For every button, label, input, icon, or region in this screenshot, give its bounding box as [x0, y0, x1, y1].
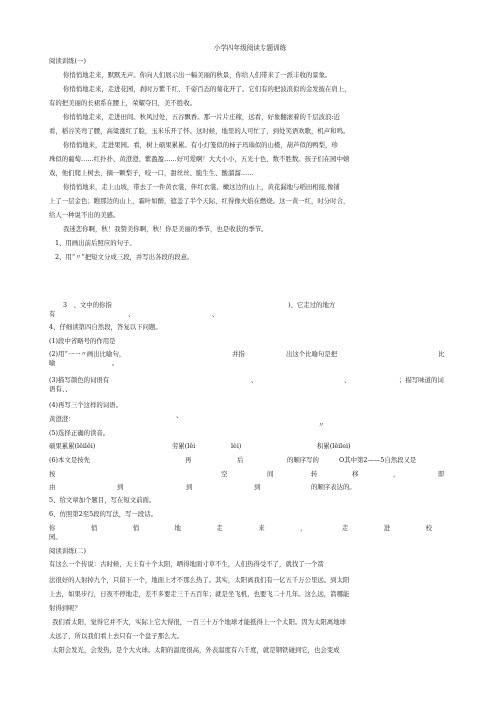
q6-row2-6: ， — [393, 470, 400, 478]
section2-line-3: 上去，如果步行，日夜不停地走，差不多要走三千五百年；就是坐飞机，也要飞二十几年。这么远，箭哪能 — [49, 590, 350, 598]
q6-row3-3: 到 — [186, 483, 193, 491]
question-3-sep-2: 、 — [212, 310, 219, 318]
section1-heading: 阅读训练(一) — [49, 57, 86, 65]
question-4-2-dot: 。 — [112, 359, 119, 367]
question-4-6-c: 后 — [237, 456, 244, 464]
q8-char-3: 悄 — [132, 524, 140, 532]
question-4-2-b: 并指 — [232, 350, 245, 358]
question-4-5: (5)选择正确的读音。 — [49, 429, 110, 437]
pinyin-2b: lèi) — [231, 442, 242, 450]
q8-row — [49, 524, 432, 533]
pinyin-3: 积累(lěilei) — [317, 442, 351, 450]
question-4-3-cont: 语有、、 — [49, 385, 72, 393]
q8-char-9: 进 — [383, 524, 391, 532]
section2-line-4: 射得到呢？ — [49, 604, 81, 612]
paragraph-5-line-2: 上了一层金色；瞧那边的山上，霜叶如醉，遮盖了半个天际，红得像火焰在燃烧。这一黄一红，时分时合， — [49, 197, 350, 205]
section2-heading: 阅读训练(二) — [49, 547, 86, 555]
question-4-3-a: (3)描写颜色的词语有 — [49, 376, 110, 384]
q6-row2-7: 即 — [438, 470, 445, 478]
q8-char-1: 你 — [49, 524, 56, 532]
yellow-sep: 、 — [176, 411, 183, 419]
pinyin-1: 硕果累累(lěilěi) — [49, 442, 96, 450]
q6-row2-3: 间 — [267, 470, 274, 478]
question-3-start: 3 、文中的你指 — [63, 301, 112, 309]
question-3-row-start: 有 — [49, 310, 56, 318]
q6-row3-4: 到 — [254, 483, 261, 491]
section2-line-2: 法很好的人射掉九个，只留下一个，地面上才不那么热了。其实，太阳离我们有一亿五千万公里远。到太阳 — [49, 576, 350, 584]
question-4-2-d: 比 — [438, 350, 445, 358]
paragraph-2-line-1: 你悄悄地走来，走进花园，刹时万紫千红、千姿百态的菊花开了。它们有的把波浪似的金发披在肩上， — [63, 85, 351, 93]
yellow-label: 黄澄澄： — [49, 415, 75, 423]
question-4-3-c: 、 — [344, 376, 351, 384]
question-4-4: (4)再写三个这样的词语。 — [49, 401, 122, 409]
paragraph-4-line-2: 珠似的葡萄……红扑扑、黄澄澄、紫盈盈……好可爱啊！大大小小，五光十色，数不胜数。孩子们在园中嬉 — [49, 155, 350, 163]
question-4-2-c: 出这个比喻句是把 — [286, 350, 338, 358]
q8-char-7: ， — [300, 524, 307, 532]
q6-row2-2: 空 — [221, 470, 228, 478]
question-4-1: (1)段中省略号的作用是 — [49, 337, 116, 345]
question-5: 5、给文章加个题目，写在短文前面。 — [49, 496, 156, 504]
paragraph-4-line-1: 你悄悄地来，走进果园。看，树上硕果累累。有小灯笼似的柿子玛瑙似的山楂，葫芦似的鸭梨，珍 — [63, 141, 338, 149]
section2-line-1: 有这么一个传说：古时候，天上有十个太阳，晒得地面寸草不生，人们热得受不了，就找了一个箭 — [49, 560, 324, 568]
question-4-3-b: 、 — [251, 376, 258, 384]
q6-row3-1: 由 — [49, 483, 56, 491]
q8-end: 园。 — [49, 533, 62, 541]
question-4-3-d: ；描写味道的词 — [399, 376, 444, 384]
q6-row2-1: 按 — [49, 470, 56, 478]
q6-row2-4: 转 — [311, 470, 318, 478]
document-title: 小学四年级阅读专题训练 — [213, 44, 287, 52]
section2-line-6: 太远了，所以我们看上去只有一个盘子那么大。 — [49, 632, 184, 640]
question-4-6-e: O其中第2——5自然段又是 — [339, 456, 417, 464]
section2-line-7: 太阳会发光，会发热，是个大火球。太阳的温度很高，外表温度有六千度，就是钢铁碰到它，也会变成 — [52, 646, 340, 654]
q8-char-10: 校 — [425, 524, 432, 532]
paragraph-5-line-3: 给人一种说不出的美感。 — [49, 211, 120, 219]
q8-char-2: 悄 — [90, 524, 98, 532]
question-2: 2、用“〃”把短文分成三段，并写出各段的段意。 — [55, 253, 194, 261]
q6-row3-5: 的顺序表达的。 — [311, 483, 356, 491]
question-4-6-d: 的顺序写的 — [287, 456, 319, 464]
q8-char-8: 走 — [341, 524, 349, 532]
question-4-2-a: (2)用“一一〃画出比喻句， — [49, 350, 126, 358]
stray-mark: 〃 — [318, 421, 325, 429]
question-3-sep-1: 、 — [128, 310, 135, 318]
q8-char-6: 来 — [258, 524, 265, 532]
paragraph-1-line-1: 你悄悄地走来，默默无声。你向人们展示出一幅美丽的秋景，你给人们带来了一派丰收的景象。 — [63, 71, 332, 79]
section2-line-5: 我们看太阳，觉得它并不大，实际上它大得很，一百三十万个地球才能抵得上一个太阳。因为太阳离地球 — [52, 618, 346, 626]
paragraph-3-line-2: 看，稻谷笑弯了腰，高粱涨红了脸，玉米乐开了怀。这时候，地里的人可忙了，到处笑语欢歌，机声和鸣。 — [49, 127, 350, 135]
paragraph-5-line-1: 你悄悄地来，走上山坡，带去了一件黄衣裳，伴红衣裳、橄这边的山上，黄花漏地与稻田相接,像铺 — [63, 183, 340, 191]
question-1: 1、用画出前后照应的句子。 — [55, 239, 136, 247]
paragraph-2-line-2: 有的把美丽的长裙系在腰上，荣耀夺目，美不胜收。 — [49, 99, 196, 107]
question-4-6-b: 再 — [185, 456, 192, 464]
paragraph-4-line-3: 戏，他们爬上树去，摘一颗梨子，咬一口，甜丝丝、脆生生、酸溜溜…… — [49, 169, 254, 177]
q8-char-4: 地 — [174, 524, 181, 532]
question-4: 4、仔细读第四自然段，答复以下问题。 — [49, 323, 162, 331]
question-6: 6、仿照第2至5段的写法，写一段话。 — [49, 510, 158, 518]
q8-char-5: 走 — [216, 524, 223, 532]
paragraph-6-line-1: 我迷恋你啊，秋！我赞美你啊，秋！你是美丽的季节，也是收获的季节。 — [63, 225, 268, 233]
question-3-end: )、它走过的地方 — [288, 301, 336, 309]
q6-row2-5: 移 — [352, 470, 359, 478]
pinyin-2a: 劳累(lěi — [172, 442, 196, 450]
q6-row3-2: 到 — [117, 483, 124, 491]
question-4-2-end: 喻 — [49, 359, 56, 367]
paragraph-3-line-1: 你悄悄地走来，走进田间。秋风过处，五谷飘香。那一片片庄稼，远看，好象翻滚着的千层波浪:近 — [63, 113, 340, 121]
question-4-6-a: (6)本文是按先 — [49, 456, 91, 464]
